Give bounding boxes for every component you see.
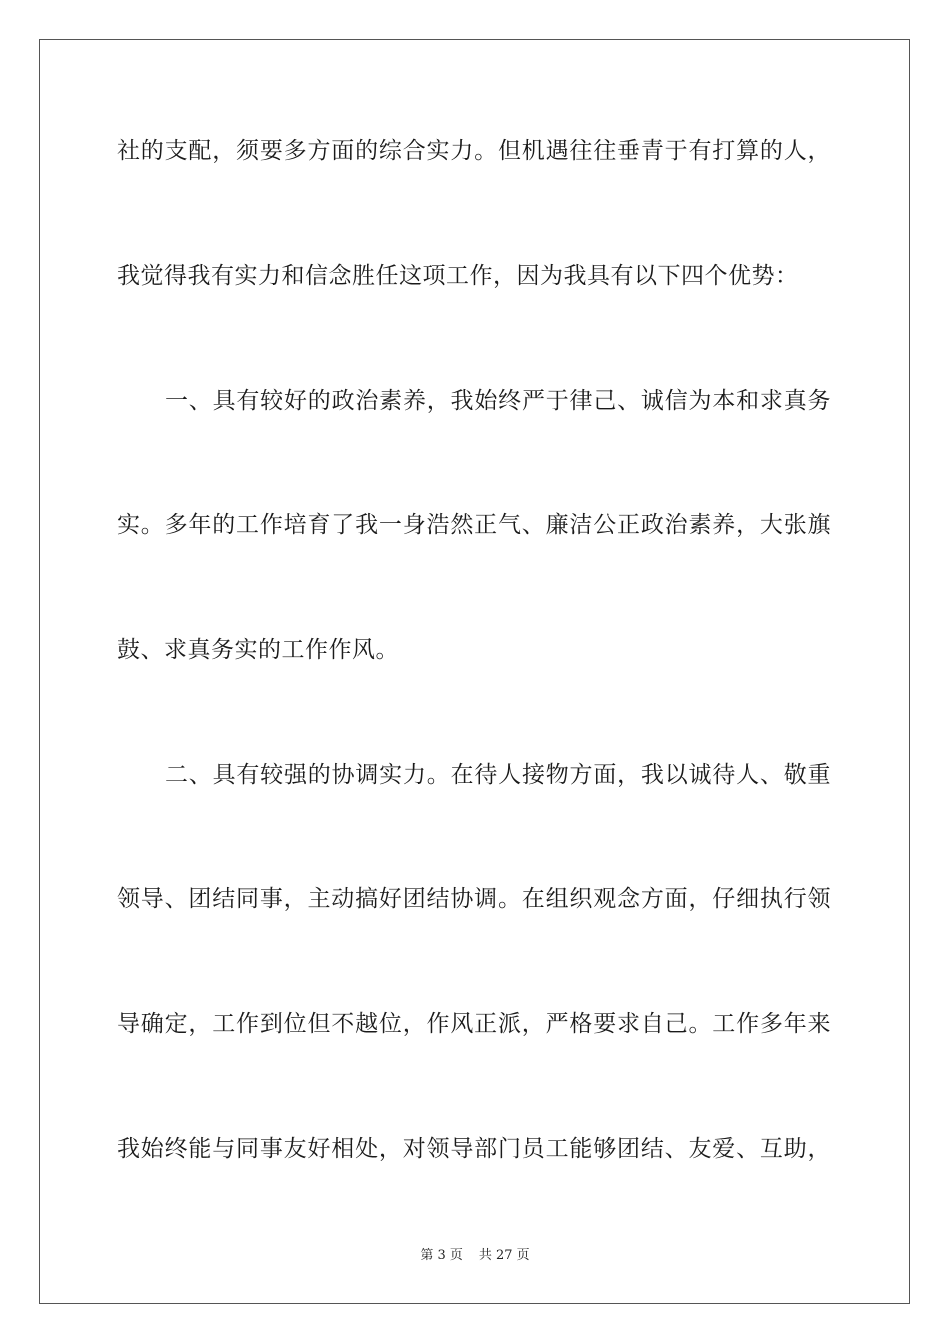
text-line-7: 领导、团结同事，主动搞好团结协调。在组织观念方面，仔细执行领	[117, 886, 831, 912]
text-line-9: 我始终能与同事友好相处，对领导部门员工能够团结、友爱、互助，	[117, 1136, 831, 1162]
text-line-2: 我觉得我有实力和信念胜任这项工作，因为我具有以下四个优势：	[117, 263, 799, 289]
page-footer	[0, 1247, 950, 1265]
text-line-1: 社的支配，须要多方面的综合实力。但机遇往往垂青于有打算的人，	[117, 138, 831, 164]
text-line-5: 鼓、求真务实的工作作风。	[117, 637, 399, 663]
paragraph-2-start: 二、具有较强的协调实力。在待人接物方面，我以诚待人、敬重	[165, 762, 831, 788]
text-line-4: 实。多年的工作培育了我一身浩然正气、廉洁公正政治素养，大张旗	[117, 512, 831, 538]
text-line-8: 导确定，工作到位但不越位，作风正派，严格要求自己。工作多年来	[117, 1011, 831, 1037]
page-number: 第 3 页	[420, 1248, 463, 1263]
paragraph-1-start: 一、具有较好的政治素养，我始终严于律己、诚信为本和求真务	[165, 388, 831, 414]
page-total: 共 27 页	[478, 1248, 530, 1263]
page-frame	[39, 39, 910, 1304]
